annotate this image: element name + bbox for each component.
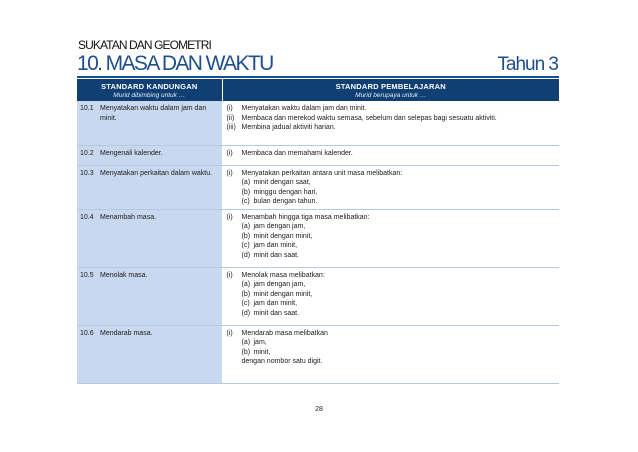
- learning-standard-extra: dengan nombor satu digit.: [241, 358, 323, 366]
- standard-code: 10.1: [80, 105, 94, 112]
- subitem-letter: (a): [241, 281, 251, 289]
- col-subheader-kandungan: Murid dibimbing untuk …: [77, 91, 222, 101]
- subitem-text: jam dengan jam,: [253, 223, 306, 231]
- learning-standard-subitem: [227, 232, 556, 242]
- item-text: Menyatakan perkaitan antara unit masa melibatkan:: [241, 169, 403, 177]
- standard-code: 10.6: [80, 329, 94, 337]
- subitem-letter: (c): [241, 300, 250, 308]
- subitem-text: jam dan minit,: [253, 242, 298, 250]
- subitem-letter: (b): [241, 188, 251, 196]
- page-number: 28: [315, 406, 323, 413]
- subitem-letter: (c): [241, 198, 250, 206]
- item-text: Mendarab masa melibatkan: [241, 329, 328, 337]
- title-rule: [77, 76, 559, 78]
- subitem-letter: (a): [241, 339, 251, 347]
- item-text: Membaca dan merekod waktu semasa, sebelum dan selepas bagi sesuatu aktiviti.: [241, 114, 497, 122]
- col-header-kandungan: STANDARD KANDUNGAN: [77, 79, 222, 91]
- content-standard-cell: [77, 101, 222, 145]
- content-standard-text: Menyatakan perkaitan dalam waktu.: [100, 169, 213, 177]
- learning-standard-cell: [222, 101, 559, 145]
- subitem-text: minit dan saat.: [253, 251, 300, 259]
- col-subheader-pembelajaran: Murid berupaya untuk …: [222, 91, 559, 101]
- content-standard-cell: [77, 209, 222, 267]
- subitem-text: jam,: [253, 339, 267, 347]
- table-row: [77, 267, 559, 325]
- item-number: (i): [226, 105, 233, 112]
- learning-standard-subitem: [227, 338, 556, 348]
- learning-standard-subitem: [227, 241, 556, 251]
- subitem-text: minggu dengan hari,: [253, 188, 318, 196]
- standards-table: [77, 79, 559, 384]
- content-standard-text: Menolak masa.: [100, 271, 148, 279]
- subitem-text: minit dengan saat,: [253, 179, 311, 187]
- subitem-text: minit dan saat.: [253, 309, 300, 317]
- subitem-text: jam dan minit,: [253, 300, 298, 308]
- item-text: Menolak masa melibatkan:: [241, 271, 325, 279]
- learning-standard-subitem: [227, 178, 556, 188]
- item-text: Membina jadual aktiviti harian.: [241, 124, 336, 132]
- standard-code: 10.3: [80, 169, 94, 177]
- subitem-letter: (b): [241, 348, 251, 356]
- item-number: (ii): [226, 114, 235, 122]
- subitem-letter: (c): [241, 242, 250, 250]
- subitem-text: bulan dengan tahun.: [253, 198, 318, 206]
- item-number: (iii): [226, 124, 236, 132]
- item-number: (i): [226, 213, 233, 221]
- content-standard-text: Menyatakan waktu dalam jam dan minit.: [100, 105, 207, 122]
- learning-standard-subitem: [227, 348, 556, 358]
- content-standard-cell: [77, 325, 222, 383]
- table-row: [77, 101, 559, 145]
- table-row: [77, 145, 559, 165]
- subitem-letter: (d): [241, 251, 251, 259]
- standard-code: 10.4: [80, 213, 94, 221]
- subitem-text: minit,: [253, 348, 271, 356]
- learning-standard-item: [227, 104, 556, 114]
- subitem-letter: (a): [241, 179, 251, 187]
- table-row: [77, 165, 559, 209]
- item-number: (i): [226, 271, 233, 279]
- item-text: Menyatakan waktu dalam jam dan minit.: [241, 105, 367, 112]
- subitem-text: minit dengan minit,: [253, 232, 313, 240]
- content-standard-text: Mendarab masa.: [100, 329, 153, 337]
- learning-standard-subitem: [227, 197, 556, 207]
- learning-standard-subitem: [227, 280, 556, 290]
- content-standard-cell: [77, 145, 222, 165]
- page-title: 10. MASA DAN WAKTU: [77, 52, 273, 75]
- standard-code: 10.5: [80, 271, 94, 279]
- item-number: (i): [226, 329, 233, 337]
- subitem-text: minit dengan minit,: [253, 290, 313, 298]
- learning-standard-item: [227, 114, 556, 124]
- item-text: Membaca dan memahami kalender.: [241, 149, 353, 157]
- learning-standard-item: [227, 149, 556, 159]
- learning-standard-item: [227, 329, 556, 339]
- learning-standard-cell: [222, 209, 559, 267]
- learning-standard-subitem: [227, 222, 556, 232]
- learning-standard-subitem: [227, 309, 556, 319]
- content-standard-text: Mengenali kalender.: [100, 149, 163, 157]
- learning-standard-item: [227, 123, 556, 133]
- learning-standard-cell: [222, 267, 559, 325]
- subject-heading: SUKATAN DAN GEOMETRI: [78, 38, 211, 52]
- subitem-letter: (b): [241, 290, 251, 298]
- learning-standard-subitem: [227, 290, 556, 300]
- learning-standard-subitem: [227, 251, 556, 261]
- standard-code: 10.2: [80, 149, 94, 157]
- item-number: (i): [226, 169, 233, 177]
- content-standard-cell: [77, 267, 222, 325]
- year-label: Tahun 3: [497, 54, 558, 75]
- learning-standard-item: [227, 213, 556, 223]
- subitem-text: jam dengan jam,: [253, 281, 306, 289]
- subitem-letter: (b): [241, 232, 251, 240]
- col-header-pembelajaran: STANDARD PEMBELAJARAN: [222, 79, 559, 91]
- content-standard-text: Menambah masa.: [100, 213, 157, 221]
- item-text: Menambah hingga tiga masa melibatkan:: [241, 213, 370, 221]
- learning-standard-cell: [222, 165, 559, 209]
- learning-standard-subitem: [227, 188, 556, 198]
- learning-standard-cell: [222, 145, 559, 165]
- subitem-letter: (a): [241, 223, 251, 231]
- learning-standard-subitem: [227, 299, 556, 309]
- learning-standard-item: [227, 169, 556, 179]
- subitem-letter: (d): [241, 309, 251, 317]
- learning-standard-cell: [222, 325, 559, 383]
- content-standard-cell: [77, 165, 222, 209]
- table-row: [77, 325, 559, 383]
- table-row: [77, 209, 559, 267]
- learning-standard-item: [227, 271, 556, 281]
- item-number: (i): [226, 149, 233, 157]
